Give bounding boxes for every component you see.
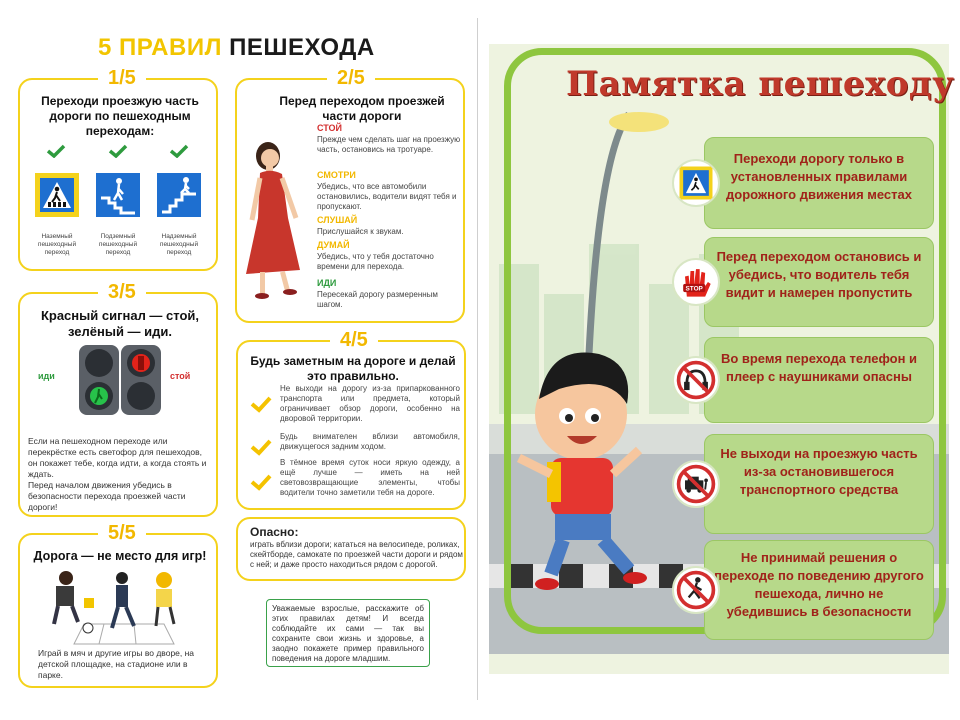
- card-heading: Будь заметным на дороге и делай это правильно.: [250, 354, 456, 383]
- rule-box: [704, 137, 934, 229]
- yellow-check-icon: [250, 395, 272, 413]
- danger-text: играть вблизи дороги; кататься на велосипеде, роликах, скейтборде, самокате по проезжей части дороги и рядом с ней; и даже просто находиться рядом с дорогой.: [250, 540, 463, 569]
- rule-box: [704, 337, 934, 423]
- rule-box: [704, 237, 934, 327]
- main-title: 5 ПРАВИЛ ПЕШЕХОДА: [98, 34, 375, 61]
- card-heading: Переходи проезжую часть дороги по пешеходным переходам:: [41, 94, 199, 138]
- rule-text: Переходи дорогу только в установленных правилами дорожного движения местах: [726, 151, 912, 202]
- rule-text: Перед переходом остановись и убедись, что водитель тебя видит и намерен пропустить: [716, 249, 922, 300]
- yellow-check-icon: [250, 473, 272, 491]
- danger-card: [236, 517, 466, 581]
- card4-item: Будь внимателен вблизи автомобиля, движущегося задним ходом.: [280, 432, 460, 451]
- yellow-check-icon: [250, 438, 272, 456]
- step-title: СЛУШАЙ: [317, 215, 358, 225]
- rule-box: [704, 540, 934, 640]
- stop-label: стой: [170, 371, 191, 381]
- card-heading: Перед переходом проезжей части дороги: [279, 94, 445, 123]
- step-text: Пересекай дорогу размеренным шагом.: [317, 290, 438, 309]
- overhead-crossing-sign-icon: [156, 172, 202, 218]
- step-title: СТОЙ: [317, 123, 343, 133]
- sign-caption: Наземный пешеходный переход: [37, 233, 77, 256]
- checkmark-icon: [169, 144, 189, 158]
- stop-hand-icon: [672, 258, 720, 306]
- card-badge: 4/5: [330, 328, 378, 352]
- card3-warning: Перед началом движения убедись в безопасности перехода проезжей части дороги!: [28, 480, 186, 512]
- sign-caption: Подземный пешеходный переход: [98, 233, 138, 256]
- crosswalk-sign-icon: [672, 159, 720, 207]
- divider: [477, 18, 478, 700]
- card-heading: Красный сигнал — стой, зелёный — иди.: [40, 308, 200, 339]
- no-headphones-icon: [672, 356, 720, 404]
- rule-box: [704, 434, 934, 534]
- step-text: Убедись, что у тебя достаточно времени для перехода.: [317, 252, 434, 271]
- step-text: Прислушайся к звукам.: [317, 227, 404, 236]
- rule-text: Не выходи на проезжую часть из-за остановившегося транспортного средства: [720, 446, 918, 497]
- step-title: ДУМАЙ: [317, 240, 350, 250]
- card5-text: Играй в мяч и другие игры во дворе, на детской площадке, на стадионе или в парке.: [38, 648, 195, 680]
- card-heading: Дорога — не место для игр!: [33, 549, 207, 563]
- danger-heading: Опасно:: [250, 525, 299, 539]
- step-title: СМОТРИ: [317, 170, 356, 180]
- checkmark-icon: [46, 144, 66, 158]
- card-badge: 2/5: [327, 66, 375, 90]
- underground-crossing-sign-icon: [95, 172, 141, 218]
- crosswalk-sign-icon: [34, 172, 80, 218]
- no-running-icon: [672, 566, 720, 614]
- checkmark-icon: [108, 144, 128, 158]
- svg-text:STOP: STOP: [685, 285, 703, 293]
- step-text: Убедись, что все автомобили остановились, водители видят тебя и пропускают.: [317, 182, 457, 211]
- card-badge: 3/5: [98, 280, 146, 304]
- sign-caption: Надземный пешеходный переход: [159, 233, 199, 256]
- rule-text: Не принимай решения о переходе по поведению другого пешехода, лично не убедившись в безопасности: [714, 550, 924, 619]
- girl-walking-illustration: [238, 138, 308, 308]
- card3-text: Если на пешеходном переходе или перекрёстке есть светофор для пешеходов, он покажет тебе, когда идти, а когда стоять и ждать.: [28, 436, 207, 479]
- card4-item: В тёмное время суток носи яркую одежду, а ещё лучше — иметь на ней световозвращающие элементы, чтобы водители точно заметили тебя на дороге.: [280, 458, 460, 497]
- children-playing-illustration: [44, 566, 194, 646]
- card-badge: 1/5: [98, 66, 146, 90]
- card4-item: Не выходи на дорогу из-за припаркованного транспорта или предмета, который ограничивает обзор дороги, особенно на дворовой территории.: [280, 384, 460, 423]
- no-car-icon: [672, 460, 720, 508]
- step-text: Прежде чем сделать шаг на проезжую часть, остановись на тротуаре.: [317, 135, 461, 154]
- go-label: иди: [38, 371, 55, 381]
- parents-note: Уважаемые взрослые, расскажите об этих правилах детям! И всегда соблюдайте их сами — так вы сохраните свои жизнь и здоровье, а заодно покажете пример правильного поведения на дороге младшим.: [266, 599, 430, 667]
- traffic-light-green-icon: [78, 344, 120, 416]
- traffic-light-red-icon: [120, 344, 162, 416]
- card-badge: 5/5: [98, 521, 146, 545]
- step-title: ИДИ: [317, 278, 337, 288]
- rule-text: Во время перехода телефон и плеер с наушниками опасны: [720, 351, 918, 384]
- poster-title: Памятка пешеходу: [566, 64, 955, 104]
